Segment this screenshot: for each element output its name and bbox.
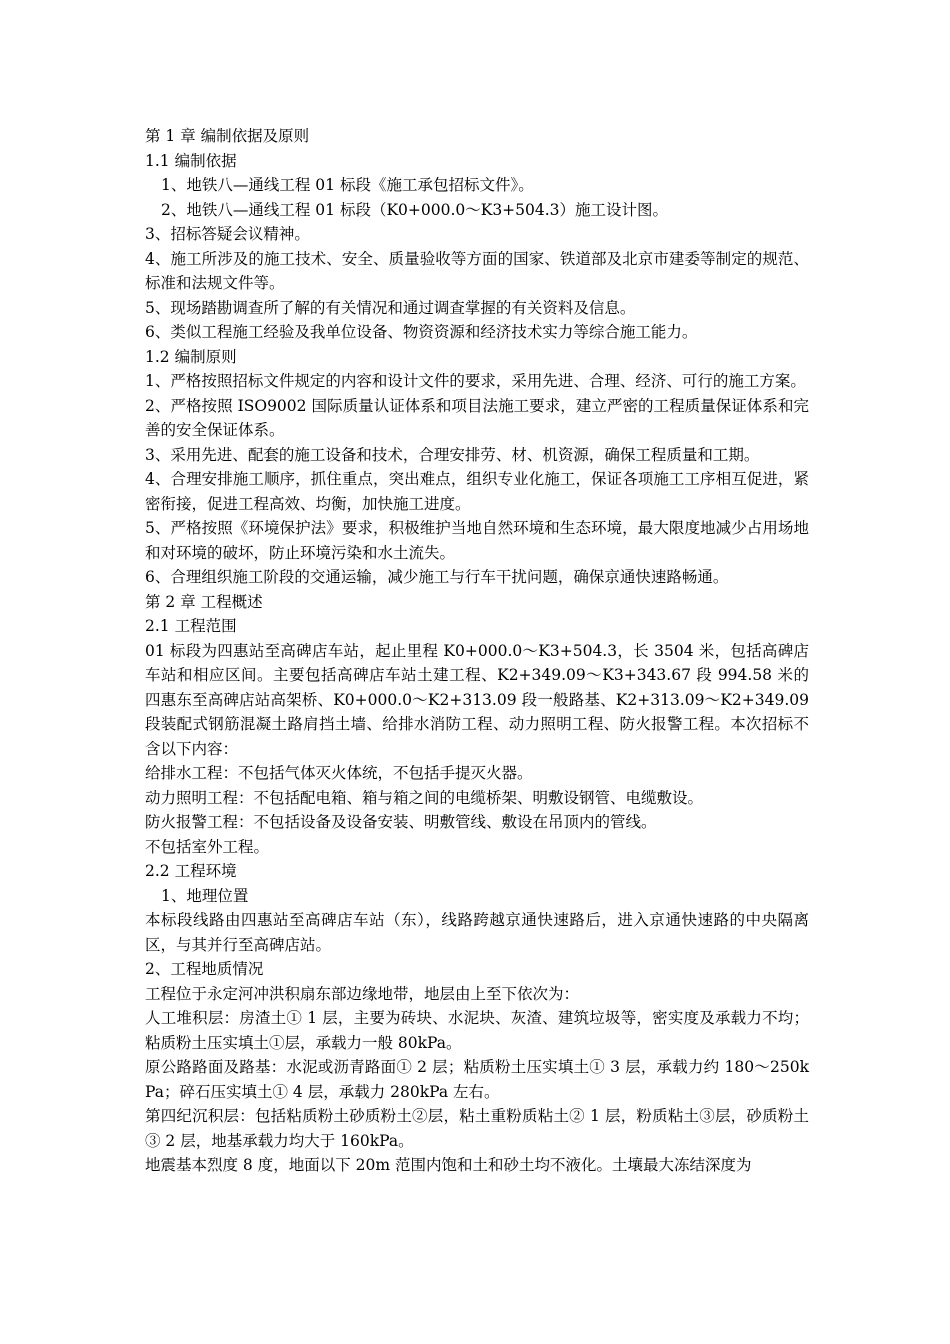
basis-item-5: 5、现场踏勘调查所了解的有关情况和通过调查掌握的有关资料及信息。 [145, 298, 636, 317]
section-2-1-heading: 2.1 工程范围 [145, 617, 237, 635]
geology-intro: 工程位于永定河冲洪积扇东部边缘地带，地层由上至下依次为： [145, 984, 580, 1003]
geology-fill-layer: 人工堆积层：房渣土① 1 层，主要为砖块、水泥块、灰渣、建筑垃圾等，密实度及承载力不均；粘质粉土压实填土①层，承载力一般 80kPa。 [145, 1009, 809, 1052]
basis-item-2: 2、地铁八—通线工程 01 标段（K0+000.0～K3+504.3）施工设计图。 [161, 200, 669, 219]
exclusion-power: 动力照明工程：不包括配电箱、箱与箱之间的电缆桥架、明敷设钢管、电缆敷设。 [145, 788, 704, 807]
principle-item-1: 1、严格按照招标文件规定的内容和设计文件的要求，采用先进、合理、经济、可行的施工方案。 [145, 372, 806, 390]
exclusion-fire-alarm: 防火报警工程：不包括设备及设备安装、明敷管线、敷设在吊顶内的管线。 [145, 813, 657, 831]
principle-item-5: 5、严格按照《环境保护法》要求，积极维护当地自然环境和生态环境，最大限度地减少占用场地和对环境的破坏，防止环境污染和水土流失。 [145, 519, 809, 562]
basis-item-3: 3、招标答疑会议精神。 [145, 225, 310, 243]
section-2-2-heading: 2.2 工程环境 [145, 862, 237, 880]
document-page [145, 124, 809, 1178]
scope-paragraph: 01 标段为四惠站至高碑店车站，起止里程 K0+000.0～K3+504.3，长 3504 米，包括高碑店车站和相应区间。主要包括高碑店车站土建工程、K2+349.09～K3+343.67 段 994.58 米的四惠东至高碑店站高架桥、K0+000.0～K2+313.09 段一般路基、K2+313.09～K2+349.09 段装配式钢筋混凝土路肩挡土墙、给排水消防工程、动力照明工程、防火报警工程。本次招标不含以下内容： [145, 641, 809, 758]
chapter-2-heading: 第 2 章 工程概述 [145, 592, 263, 611]
basis-item-4: 4、施工所涉及的施工技术、安全、质量验收等方面的国家、铁道部及北京市建委等制定的规范、标准和法规文件等。 [145, 249, 809, 292]
principle-item-4: 4、合理安排施工顺序，抓住重点，突出难点，组织专业化施工，保证各项施工工序相互促进，紧密衔接，促进工程高效、均衡，加快施工进度。 [145, 470, 809, 513]
section-1-1-heading: 1.1 编制依据 [145, 151, 237, 170]
geology-quaternary-layer: 第四纪沉积层：包括粘质粉土砂质粉土②层，粘土重粉质粘土② 1 层，粉质粘土③层，砂质粉土③ 2 层，地基承载力均大于 160kPa。 [145, 1107, 809, 1150]
exclusion-water: 给排水工程：不包括气体灭火体统，不包括手提灭火器。 [145, 764, 533, 782]
geology-subheading: 2、工程地质情况 [145, 960, 264, 978]
principle-item-3: 3、采用先进、配套的施工设备和技术，合理安排劳、材、机资源，确保工程质量和工期。 [145, 445, 760, 464]
chapter-1-heading: 第 1 章 编制依据及原则 [145, 127, 310, 145]
geology-road-layer: 原公路路面及路基：水泥或沥青路面① 2 层；粘质粉土压实填土① 3 层，承载力约 180～250kPa；碎石压实填土① 4 层，承载力 280kPa 左右。 [145, 1058, 809, 1101]
seismic-paragraph: 地震基本烈度 8 度，地面以下 20m 范围内饱和土和砂土均不液化。土壤最大冻结深度为 [145, 1156, 752, 1174]
basis-item-6: 6、类似工程施工经验及我单位设备、物资资源和经济技术实力等综合施工能力。 [145, 323, 698, 341]
section-1-2-heading: 1.2 编制原则 [145, 347, 237, 366]
principle-item-2: 2、严格按照 ISO9002 国际质量认证体系和项目法施工要求，建立严密的工程质量保证体系和完善的安全保证体系。 [145, 396, 809, 439]
location-paragraph: 本标段线路由四惠站至高碑店车站（东），线路跨越京通快速路后，进入京通快速路的中央隔离区，与其并行至高碑店站。 [145, 911, 809, 954]
location-subheading: 1、地理位置 [161, 886, 249, 905]
principle-item-6: 6、合理组织施工阶段的交通运输，减少施工与行车干扰问题，确保京通快速路畅通。 [145, 568, 729, 586]
exclusion-outdoor: 不包括室外工程。 [145, 837, 270, 856]
basis-item-1: 1、地铁八—通线工程 01 标段《施工承包招标文件》。 [161, 176, 534, 194]
